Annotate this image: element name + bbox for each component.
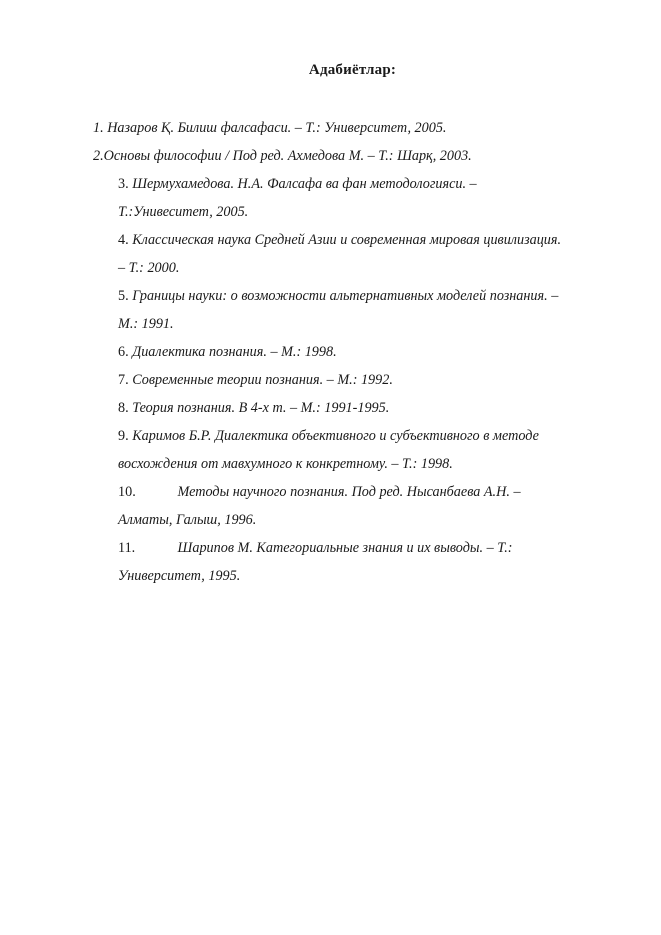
reference-text: Диалектика познания. – М.: 1998. — [132, 344, 337, 360]
reference-item — [0, 226, 661, 254]
reference-item — [0, 478, 661, 506]
reference-number: 4. — [118, 232, 129, 248]
reference-text: Теория познания. В 4-х т. – М.: 1991-1995. — [132, 400, 390, 416]
reference-text: Шарипов М. Категориальные знания и их выводы. – Т.: — [177, 540, 513, 556]
reference-number: 9. — [118, 428, 129, 444]
reference-text: восхождения от мавхумного к конкретному. – Т.: 1998. — [118, 456, 453, 472]
reference-continuation — [0, 450, 661, 478]
reference-text: М.: 1991. — [118, 316, 174, 332]
reference-text: 1. Назаров Қ. Билиш фалсафаси. – Т.: Университет, 2005. — [93, 120, 447, 136]
reference-text: Современные теории познания. – М.: 1992. — [132, 372, 393, 388]
reference-text: Классическая наука Средней Азии и современная мировая цивилизация. — [132, 232, 562, 248]
reference-number: 6. — [118, 344, 129, 360]
reference-text: Границы науки: о возможности альтернативных моделей познания. – — [132, 288, 559, 304]
reference-text: Университет, 1995. — [118, 568, 241, 584]
reference-item — [0, 114, 661, 142]
reference-number: 5. — [118, 288, 129, 304]
reference-item — [0, 422, 661, 450]
reference-continuation — [0, 310, 661, 338]
reference-text: – Т.: 2000. — [118, 260, 180, 276]
reference-item — [0, 338, 661, 366]
reference-item — [0, 170, 661, 198]
reference-number: 3. — [118, 176, 129, 192]
reference-text: Методы научного познания. Под ред. Нысанбаева А.Н. – — [177, 484, 521, 500]
reference-text: 2.Основы философии / Под ред. Ахмедова М. – Т.: Шарқ, 2003. — [93, 148, 472, 164]
reference-item — [0, 534, 661, 562]
reference-continuation — [0, 198, 661, 226]
reference-text: Каримов Б.Р. Диалектика объективного и субъективного в методе — [132, 428, 539, 444]
reference-number: 7. — [118, 372, 129, 388]
reference-number: 11. — [118, 540, 136, 556]
reference-item — [0, 366, 661, 394]
reference-continuation — [0, 506, 661, 534]
reference-item — [0, 142, 661, 170]
reference-text: Алматы, Галыш, 1996. — [118, 512, 257, 528]
reference-number: 10. — [118, 484, 136, 500]
reference-text: Т.:Унивеситет, 2005. — [118, 204, 249, 220]
reference-number: 8. — [118, 400, 129, 416]
reference-item — [0, 282, 661, 310]
reference-item — [0, 394, 661, 422]
reference-continuation — [0, 562, 661, 590]
reference-text: Шермухамедова. Н.А. Фалсафа ва фан методологияси. – — [132, 176, 477, 192]
reference-continuation — [0, 254, 661, 282]
reference-list — [0, 114, 661, 590]
page-title: Адабиётлар: — [308, 62, 397, 78]
